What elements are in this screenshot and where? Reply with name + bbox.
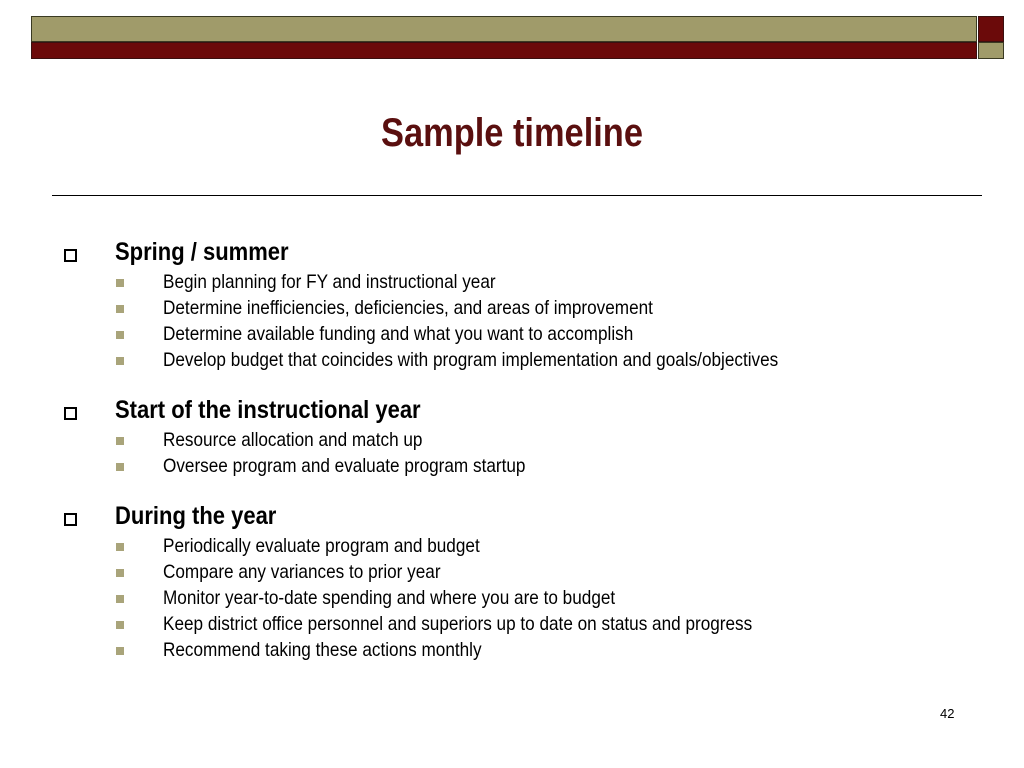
section-heading — [0, 236, 1024, 270]
header-bar-maroon — [31, 42, 977, 59]
title-divider — [52, 195, 982, 196]
square-bullet-icon — [116, 437, 124, 445]
list-item — [0, 348, 1024, 374]
list-item-text: Recommend taking these actions monthly — [163, 639, 482, 661]
hollow-square-bullet-icon — [64, 407, 77, 420]
square-bullet-icon — [116, 331, 124, 339]
section-heading-text: During the year — [115, 502, 277, 530]
square-bullet-icon — [116, 569, 124, 577]
square-bullet-icon — [116, 463, 124, 471]
list-item — [0, 612, 1024, 638]
hollow-square-bullet-icon — [64, 513, 77, 526]
square-bullet-icon — [116, 647, 124, 655]
list-item-text: Keep district office personnel and superiors up to date on status and progress — [163, 613, 753, 635]
section-heading — [0, 500, 1024, 534]
slide-title: Sample timeline — [381, 111, 643, 155]
list-item — [0, 428, 1024, 454]
slide-content — [0, 236, 1024, 684]
square-bullet-icon — [116, 357, 124, 365]
list-item — [0, 586, 1024, 612]
list-item-text: Determine inefficiencies, deficiencies, and areas of improvement — [163, 297, 653, 319]
list-item-text: Monitor year-to-date spending and where you are to budget — [163, 587, 616, 609]
page-number: 42 — [940, 706, 955, 721]
section-during-year — [0, 500, 1024, 664]
section-spring-summer — [0, 236, 1024, 374]
header-square-olive — [978, 42, 1004, 59]
list-item-text: Compare any variances to prior year — [163, 561, 441, 583]
list-item-text: Determine available funding and what you want to accomplish — [163, 323, 634, 345]
list-item — [0, 534, 1024, 560]
list-item-text: Oversee program and evaluate program startup — [163, 455, 526, 477]
square-bullet-icon — [116, 543, 124, 551]
header-bar-olive — [31, 16, 977, 42]
section-heading-text: Start of the instructional year — [115, 396, 421, 424]
list-item — [0, 322, 1024, 348]
list-item-text: Begin planning for FY and instructional year — [163, 271, 496, 293]
section-heading-text: Spring / summer — [115, 238, 289, 266]
header-square-maroon — [978, 16, 1004, 42]
list-item — [0, 454, 1024, 480]
square-bullet-icon — [116, 305, 124, 313]
section-heading — [0, 394, 1024, 428]
list-item-text: Periodically evaluate program and budget — [163, 535, 480, 557]
list-item — [0, 560, 1024, 586]
square-bullet-icon — [116, 595, 124, 603]
list-item-text: Develop budget that coincides with program implementation and goals/objectives — [163, 349, 779, 371]
hollow-square-bullet-icon — [64, 249, 77, 262]
square-bullet-icon — [116, 621, 124, 629]
square-bullet-icon — [116, 279, 124, 287]
list-item-text: Resource allocation and match up — [163, 429, 423, 451]
list-item — [0, 638, 1024, 664]
list-item — [0, 270, 1024, 296]
section-start-of-year — [0, 394, 1024, 480]
list-item — [0, 296, 1024, 322]
